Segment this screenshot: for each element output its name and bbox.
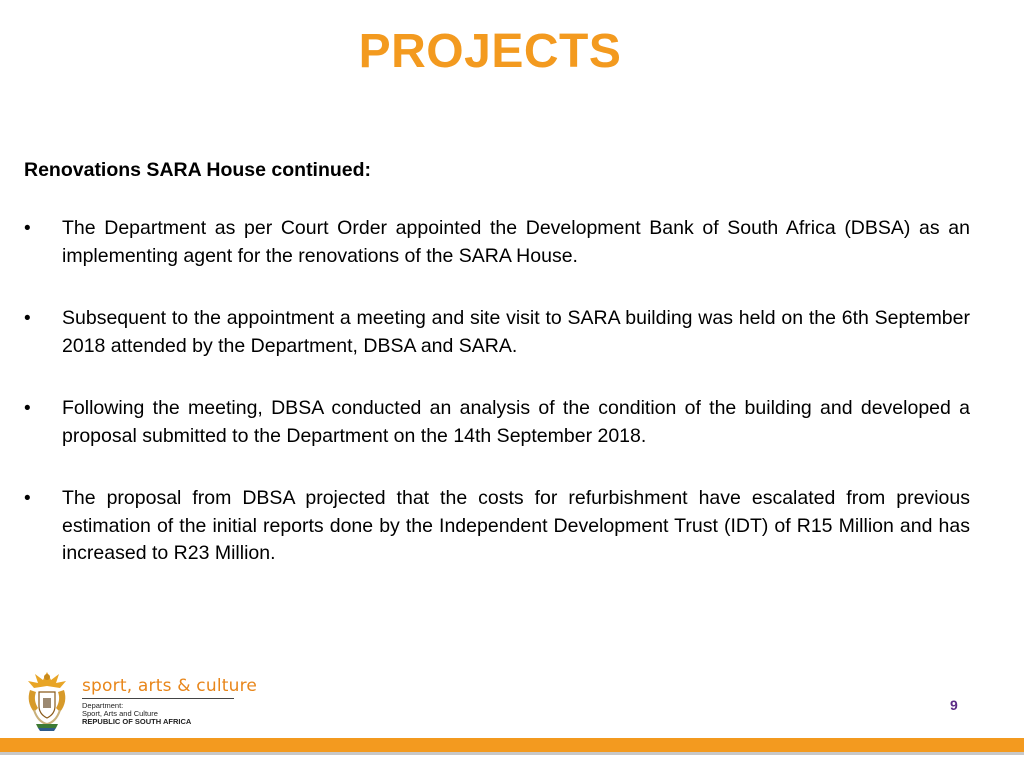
bullet-item: • Following the meeting, DBSA conducted an analysis of the condition of the building and developed a proposal submitted to the Department on the 14th September 2018. xyxy=(24,395,970,450)
bullet-list xyxy=(24,215,970,603)
bullet-item: • Subsequent to the appointment a meeting and site visit to SARA building was held on the 6th September 2018 attended by the Department, DBSA and SARA. xyxy=(24,305,970,360)
brand-wordmark: sport, arts & culture xyxy=(82,676,258,696)
country-name: REPUBLIC OF SOUTH AFRICA xyxy=(82,717,192,726)
footer-bar-shadow xyxy=(0,752,1024,755)
bullet-item: • The proposal from DBSA projected that the costs for refurbishment have escalated from previous estimation of the initial reports done by the Independent Development Trust (IDT) of R15 Million and has increased to R23 Million. xyxy=(24,485,970,568)
footer-bar xyxy=(0,738,1024,752)
dept-label: Department: xyxy=(82,701,124,710)
page-number: 9 xyxy=(950,697,958,713)
department-logo xyxy=(24,668,258,732)
dept-name: Sport, Arts and Culture xyxy=(82,709,158,718)
slide-subtitle: Renovations SARA House continued: xyxy=(24,159,372,181)
brand-divider xyxy=(82,698,234,699)
slide-title: PROJECTS xyxy=(358,25,622,78)
coat-of-arms-icon xyxy=(24,668,70,732)
bullet-item: • The Department as per Court Order appointed the Development Bank of South Africa (DBSA) as an implementing agent for the renovations of the SARA House. xyxy=(24,215,970,270)
